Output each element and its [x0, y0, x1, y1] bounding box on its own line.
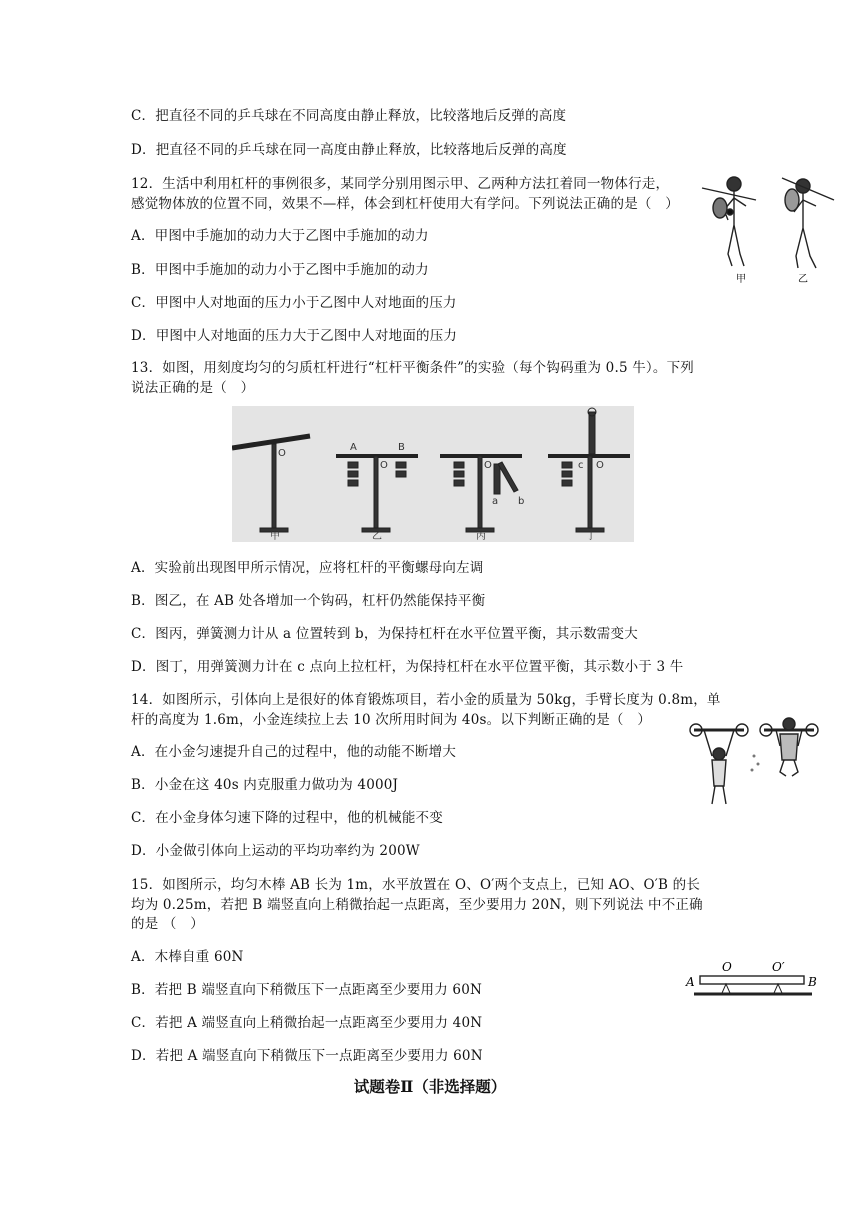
svg-text:O: O	[484, 460, 492, 471]
q14-figure-pullups	[688, 716, 824, 808]
q11-option-d: D．把直径不同的乒乓球在同一高度由静止释放，比较落地后反弹的高度	[131, 142, 567, 158]
fig-label-jia: 甲	[736, 274, 746, 285]
section-title: 试题卷Ⅱ（非选择题）	[353, 1077, 507, 1096]
q13-stem-line1: 13．如图，用刻度均匀的匀质杠杆进行“杠杆平衡条件”的实验（每个钩码重为 0.5 牛）。下列	[131, 360, 694, 376]
svg-text:b: b	[518, 496, 525, 507]
q15-stem-line1: 15．如图所示，均匀木棒 AB 长为 1m，水平放置在 O、O′两个支点上，已知 AO、O′B 的长	[131, 877, 701, 893]
fig-label-o: O	[722, 960, 732, 974]
svg-text:乙: 乙	[372, 531, 382, 542]
q14-stem-line2: 杆的高度为 1.6m，小金连续拉上去 10 次所用时间为 40s。以下判断正确的是（ ）	[131, 712, 652, 728]
beam-ab	[700, 976, 804, 984]
q12-stem-line2: 感觉物体放的位置不同，效果不—样，体会到杠杆使用大有学问。下列说法正确的是（ ）	[131, 196, 679, 212]
fig-label-a: A	[686, 975, 695, 989]
q13-option-b: B．图乙，在 AB 处各增加一个钩码，杠杆仍然能保持平衡	[131, 593, 486, 609]
q15-option-a: A．木棒自重 60N	[131, 949, 244, 965]
svg-text:B: B	[398, 442, 405, 453]
motion-marks	[751, 755, 760, 772]
q14-option-b: B．小金在这 40s 内克服重力做功为 4000J	[131, 777, 399, 793]
svg-text:丙: 丙	[476, 531, 486, 542]
q14-option-c: C．在小金身体匀速下降的过程中，他的机械能不变	[131, 810, 443, 826]
q15-figure-beam	[684, 956, 824, 1002]
q12-option-b: B．甲图中手施加的动力小于乙图中手施加的动力	[131, 262, 429, 278]
q13-figure-levers	[232, 406, 634, 542]
svg-text:a: a	[492, 496, 499, 507]
svg-text:O: O	[380, 460, 388, 471]
q13-option-a: A．实验前出现图甲所示情况，应将杠杆的平衡螺母向左调	[131, 560, 484, 576]
q15-stem-line3: 的是 （ ）	[131, 916, 204, 932]
q15-option-c: C．若把 A 端竖直向上稍微抬起一点距离至少要用力 40N	[131, 1015, 483, 1031]
q12-option-a: A．甲图中手施加的动力大于乙图中手施加的动力	[131, 228, 429, 244]
fig-label-b: B	[808, 975, 817, 989]
fig-label-yi: 乙	[798, 274, 808, 285]
person-jia	[702, 177, 756, 266]
support-o	[722, 984, 730, 993]
q13-stem-line2: 说法正确的是（ ）	[131, 380, 255, 396]
q13-option-c: C．图丙，弹簧测力计从 a 位置转到 b，为保持杠杆在水平位置平衡，其示数需变大	[131, 626, 638, 642]
q12-option-c: C．甲图中人对地面的压力小于乙图中人对地面的压力	[131, 295, 457, 311]
fig-label-o-prime: O′	[772, 960, 785, 974]
q11-option-c: C．把直径不同的乒乓球在不同高度由静止释放，比较落地后反弹的高度	[131, 108, 567, 124]
pullup-person-left	[690, 724, 748, 804]
q14-stem-line1: 14．如图所示，引体向上是很好的体育锻炼项目，若小金的质量为 50kg，手臂长度为 0.8m，单	[131, 692, 721, 708]
q15-option-d: D．若把 A 端竖直向下稍微压下一点距离至少要用力 60N	[131, 1048, 483, 1064]
svg-text:丁: 丁	[586, 531, 596, 542]
svg-text:A: A	[350, 442, 357, 453]
q12-stem-line1: 12．生活中利用杠杆的事例很多，某同学分别用图示甲、乙两种方法扛着同一物体行走，	[131, 176, 670, 192]
svg-text:O: O	[596, 460, 604, 471]
svg-text:O: O	[278, 448, 286, 459]
svg-text:c: c	[578, 460, 584, 471]
pullup-person-right	[760, 718, 818, 776]
support-o-prime	[774, 984, 782, 993]
q13-option-d: D．图丁，用弹簧测力计在 c 点向上拉杠杆，为保持杠杆在水平位置平衡，其示数小于 3 牛	[131, 659, 684, 675]
q15-option-b: B．若把 B 端竖直向下稍微压下一点距离至少要用力 60N	[131, 982, 483, 998]
q12-option-d: D．甲图中人对地面的压力大于乙图中人对地面的压力	[131, 328, 458, 344]
q14-option-d: D．小金做引体向上运动的平均功率约为 200W	[131, 843, 420, 859]
person-yi	[782, 178, 834, 268]
q15-stem-line2: 均为 0.25m，若把 B 端竖直向上稍微抬起一点距离，至少要用力 20N，则下列说法 中不正确	[131, 897, 703, 913]
q14-option-a: A．在小金匀速提升自己的过程中，他的动能不断增大	[131, 744, 457, 760]
fig-label-jia13: 甲	[270, 531, 280, 542]
q12-figure-carrying	[698, 170, 840, 290]
